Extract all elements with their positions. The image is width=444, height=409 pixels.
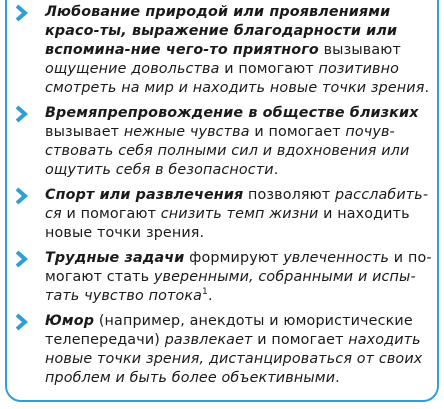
list-item-text: Трудные задачи формируют увлеченность и по-могают стать уверенными, собранными и испы-тать чувство потока$^1$.: [45, 250, 432, 304]
chevron-right-icon: [12, 105, 32, 123]
list-item: [12, 104, 440, 180]
item-heading: Юмор: [45, 313, 95, 329]
chevron-right-icon: [12, 187, 32, 205]
chevron-right-icon: [12, 313, 32, 331]
item-heading: Любование природой или проявлениями красо-ты, выражение благодарности или вспомина-ние чего-то приятного: [45, 4, 398, 58]
list-item: [12, 312, 440, 388]
list-item-text: Любование природой или проявлениями красо-ты, выражение благодарности или вспомина-ние чего-то приятного вызывают ощущение довольства и помогают позитивно смотреть на мир и находить новые точки зрения.: [45, 4, 430, 96]
list-item-text: Юмор (например, анекдоты и юмористические телепередачи) развлекает и помогает находить новые точки зрения, дистанцироваться от своих проблем и быть более объективными.: [45, 313, 423, 386]
list-item: [12, 3, 440, 98]
chevron-right-icon: [12, 4, 32, 22]
list-item-text: Спорт или развлечения позволяют расслабить-ся и помогают снизить темп жизни и находить новые точки зрения.: [45, 187, 429, 241]
item-heading: Времяпрепровождение в обществе близких: [45, 105, 419, 121]
list-item-text: Времяпрепровождение в обществе близких вызывает нежные чувства и помогает почув-ствовать себя полными сил и вдохновения или ощутить себя в безопасности.: [45, 105, 419, 178]
list-item: [12, 186, 440, 243]
item-heading: Трудные задачи: [45, 250, 185, 266]
item-heading: Спорт или развлечения: [45, 187, 244, 203]
list-item: [12, 249, 440, 306]
chevron-right-icon: [12, 250, 32, 268]
benefits-list: [12, 3, 440, 394]
footnote-marker: 1: [202, 287, 208, 297]
